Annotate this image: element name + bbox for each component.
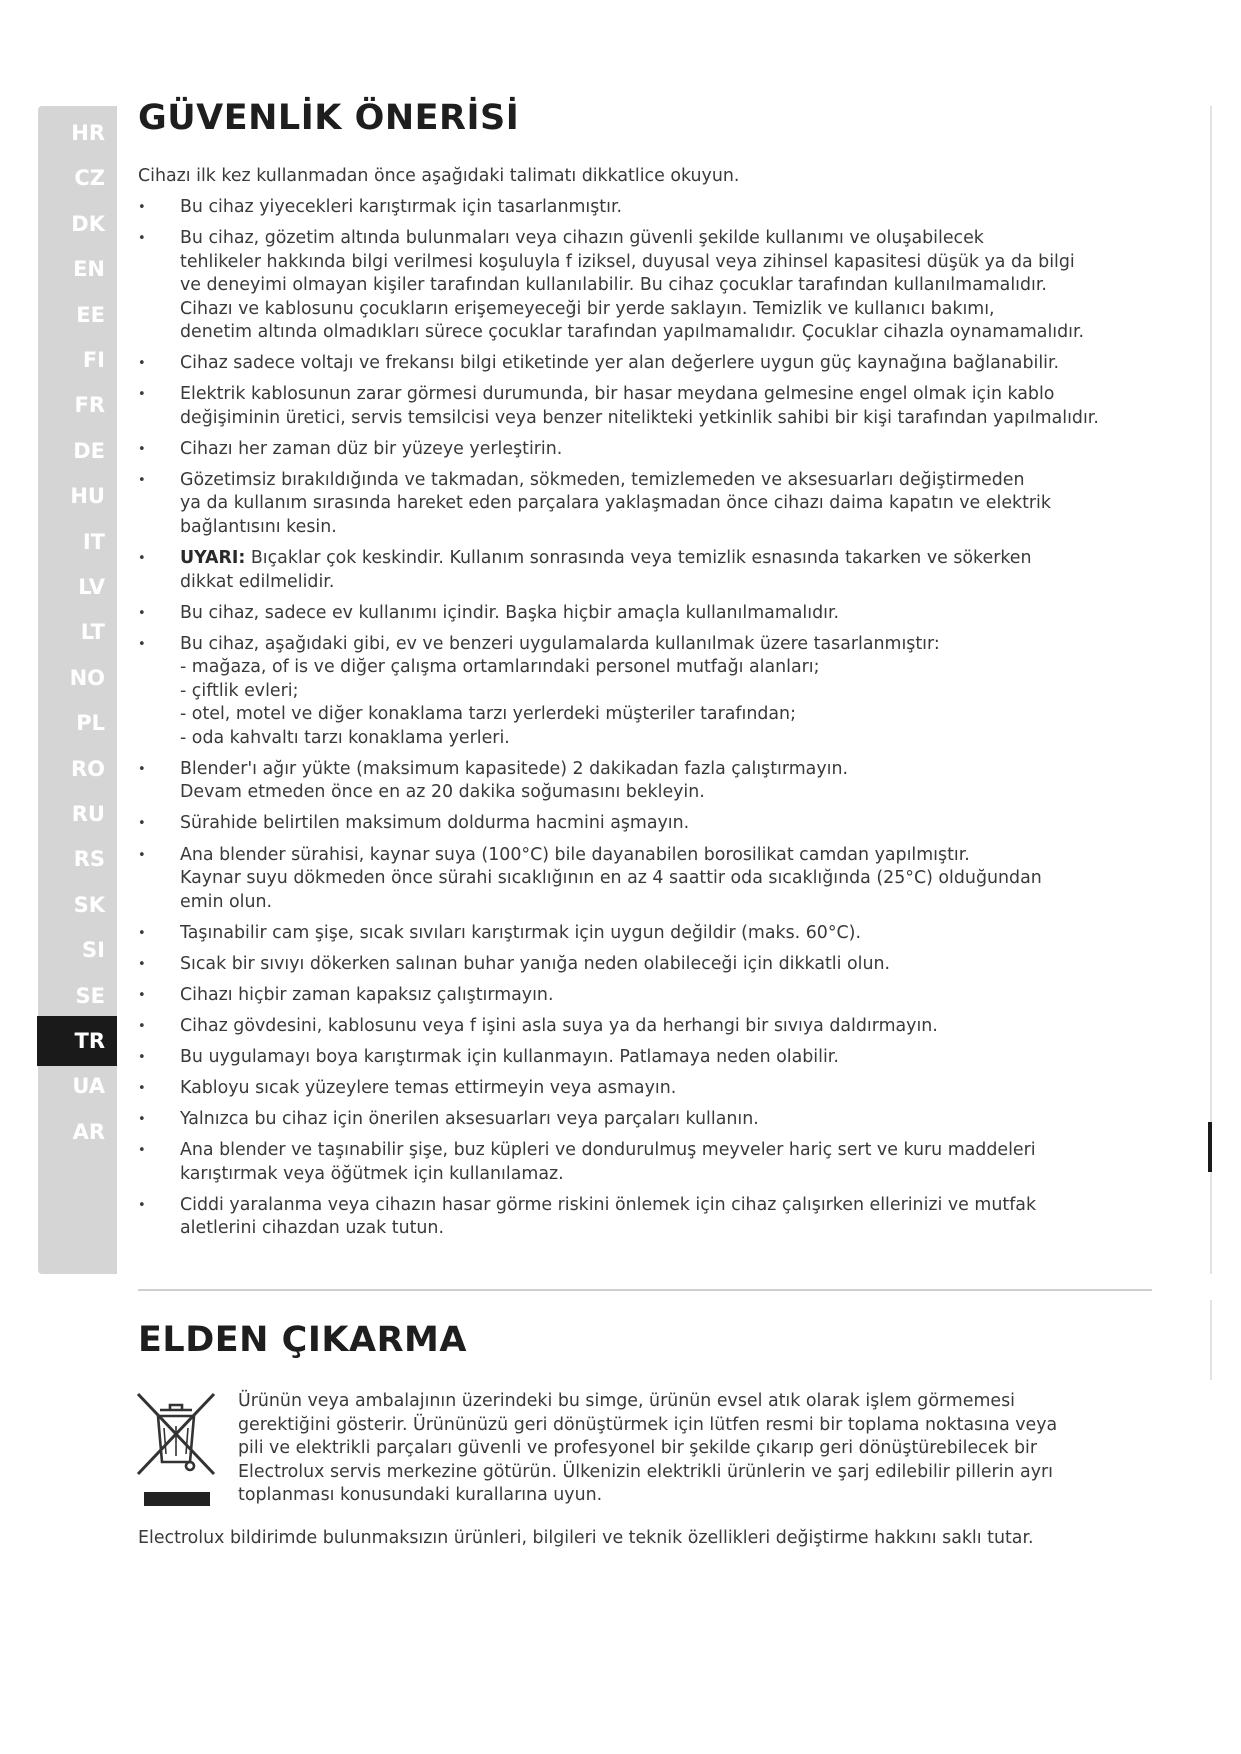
safety-item-line: • Sürahide belirtilen maksimum doldurma hacmini aşmayın. xyxy=(180,813,690,834)
language-tab-en[interactable]: EN xyxy=(73,257,105,282)
safety-item-line: - mağaza, of is ve diğer çalışma ortamlarındaki personel mutfağı alanları; xyxy=(180,657,820,678)
safety-item-line: - çiftlik evleri; xyxy=(180,680,299,701)
safety-list-item xyxy=(138,383,1148,430)
safety-list-item xyxy=(138,984,1148,1008)
language-tab-se[interactable]: SE xyxy=(75,983,105,1008)
safety-intro: Cihazı ilk kez kullanmadan önce aşağıdaki talimatı dikkatlice okuyun. xyxy=(138,166,740,186)
language-tab-hr[interactable]: HR xyxy=(71,121,105,145)
safety-item-line: tehlikeler hakkında bilgi verilmesi koşuluyla f iziksel, duyusal veya zihinsel kapasitesi düşük ya da bilgi xyxy=(180,251,1075,272)
safety-item-line: ve deneyimi olmayan kişiler tarafından kullanılabilir. Bu cihaz çocuklar tarafından kullanılmamalıdır. xyxy=(180,275,1047,296)
safety-list-item xyxy=(138,1139,1148,1186)
footer-note: Electrolux bildirimde bulunmaksızın ürünleri, bilgileri ve teknik özellikleri değiştirme hakkını saklı tutar. xyxy=(138,1528,1034,1548)
disposal-line: gerektiğini gösterir. Ürününüzü geri dönüştürmek için lütfen resmi bir toplama noktasına veya xyxy=(238,1414,1058,1435)
safety-item-line: • Yalnızca bu cihaz için önerilen aksesuarları veya parçaları kullanın. xyxy=(180,1109,759,1130)
safety-item-line: - oda kahvaltı tarzı konaklama yerleri. xyxy=(180,727,510,748)
safety-list-item xyxy=(138,812,1148,836)
safety-list-item xyxy=(138,633,1148,751)
safety-list-item xyxy=(138,469,1148,540)
safety-list-item xyxy=(138,1108,1148,1132)
safety-item-line: Kaynar suyu dökmeden önce sürahi sıcaklığının en az 4 saattir oda sıcaklığında (25°C) olduğundan xyxy=(180,868,1042,889)
language-tab-pl[interactable]: PL xyxy=(76,711,105,736)
safety-item-line: • Ciddi yaralanma veya cihazın hasar görme riskini önlemek için cihaz çalışırken ellerinizi ve mutfak xyxy=(180,1194,1037,1215)
language-tab-ro[interactable]: RO xyxy=(70,756,105,781)
weee-crossed-bin-icon xyxy=(134,1388,218,1510)
disposal-line: Electrolux servis merkezine götürün. Ülkenizin elektrikli ürünlerin ve şarj edilebilir pillerin ayrı xyxy=(238,1461,1053,1482)
safety-item-line: emin olun. xyxy=(180,891,273,912)
language-tab-fi[interactable]: FI xyxy=(82,348,105,372)
safety-list-item xyxy=(138,438,1148,462)
language-tab-de[interactable]: DE xyxy=(73,438,105,463)
safety-list-item xyxy=(138,1015,1148,1039)
disposal-title: ELDEN ÇIKARMA xyxy=(138,1320,467,1360)
section-divider xyxy=(138,1289,1152,1291)
language-tab-no[interactable]: NO xyxy=(69,665,105,690)
language-tab-lt[interactable]: LT xyxy=(80,620,105,645)
safety-item-line: • Blender'ı ağır yükte (maksimum kapasitede) 2 dakikadan fazla çalıştırmayın. xyxy=(180,758,848,779)
language-tab-ua[interactable]: UA xyxy=(72,1074,105,1099)
safety-item-line: bağlantısını kesin. xyxy=(180,516,337,537)
language-tab-hu[interactable]: HU xyxy=(70,484,105,509)
safety-list-item xyxy=(138,953,1148,977)
right-edge-line xyxy=(1210,106,1212,1274)
language-tab-ee[interactable]: EE xyxy=(76,302,105,327)
disposal-paragraph xyxy=(238,1390,1148,1508)
safety-item-line: dikkat edilmelidir. xyxy=(180,571,335,592)
language-tab-ru[interactable]: RU xyxy=(71,802,105,826)
language-tab-ar[interactable]: AR xyxy=(72,1119,105,1144)
safety-title: GÜVENLİK ÖNERİSİ xyxy=(138,98,520,138)
safety-list-item xyxy=(138,227,1148,345)
safety-item-line: • Bu cihaz, sadece ev kullanımı içindir. Başka hiçbir amaçla kullanılmamalıdır. xyxy=(180,602,840,623)
language-tab-lv[interactable]: LV xyxy=(78,575,105,599)
safety-item-text: Bıçaklar çok keskindir. Kullanım sonrasında veya temizlik esnasında takarken ve sökerken xyxy=(245,548,1032,569)
safety-item-line: • Bu uygulamayı boya karıştırmak için kullanmayın. Patlamaya neden olabilir. xyxy=(180,1047,839,1067)
safety-item-line: • Ana blender ve taşınabilir şişe, buz küpleri ve dondurulmuş meyveler hariç sert ve kuru maddeleri xyxy=(180,1140,1036,1161)
active-page-marker xyxy=(1208,1122,1212,1172)
safety-item-line: • Bu cihaz, gözetim altında bulunmaları veya cihazın güvenli şekilde kullanımı ve oluşabilecek xyxy=(180,228,984,249)
safety-item-line: • Elektrik kablosunun zarar görmesi durumunda, bir hasar meydana gelmesine engel olmak için kablo xyxy=(180,384,1055,405)
language-tab-cz[interactable]: CZ xyxy=(74,166,105,191)
safety-list-item xyxy=(138,1077,1148,1101)
safety-item-line: değişiminin üretici, servis temsilcisi veya benzer nitelikteki yetkinlik sahibi bir kişi tarafından yapılmalıdır. xyxy=(180,407,1099,428)
safety-list-item xyxy=(138,352,1148,376)
safety-item-line: Cihazı ve kablosunu çocukların erişemeyeceği bir yerde saklayın. Temizlik ve kullanıcı bakımı, xyxy=(180,298,995,319)
safety-item-line: • Cihaz sadece voltajı ve frekansı bilgi etiketinde yer alan değerlere uygun güç kaynağına bağlanabilir. xyxy=(180,353,1060,374)
language-tab-dk[interactable]: DK xyxy=(71,211,105,236)
safety-item-line: • Cihazı her zaman düz bir yüzeye yerleştirin. xyxy=(180,438,563,459)
safety-list-item xyxy=(138,844,1148,915)
language-tab-fr[interactable]: FR xyxy=(74,393,105,418)
safety-list-item xyxy=(138,758,1148,805)
safety-list-item xyxy=(138,196,1148,220)
safety-item-line: • Taşınabilir cam şişe, sıcak sıvıları karıştırmak için uygun değildir (maks. 60°C). xyxy=(180,922,861,943)
language-tab-rs[interactable]: RS xyxy=(73,847,105,872)
safety-item-line: - otel, motel ve diğer konaklama tarzı yerlerdeki müşteriler tarafından; xyxy=(180,704,796,725)
safety-item-line: denetim altında olmadıkları sürece çocuklar tarafından yapılmamalıdır. Çocuklar cihazla oynamamalıdır. xyxy=(180,322,1085,343)
safety-item-line: ya da kullanım sırasında hareket eden parçalara yaklaşmadan önce cihazı daima kapatın ve elektrik xyxy=(180,493,1051,514)
safety-list-item xyxy=(138,1046,1148,1070)
right-edge-line-lower xyxy=(1210,1300,1212,1380)
language-tab-si[interactable]: SI xyxy=(82,938,105,963)
disposal-line: pili ve elektrikli parçaları güvenli ve profesyonel bir şekilde çıkarıp geri dönüştürebilecek bir xyxy=(238,1438,1038,1458)
disposal-line: toplanması konusundaki kurallarına uyun. xyxy=(238,1485,603,1505)
safety-list xyxy=(138,196,1148,1248)
safety-list-item xyxy=(138,1194,1148,1241)
safety-item-line: karıştırmak veya öğütmek için kullanılamaz. xyxy=(180,1163,564,1184)
language-tab-it[interactable]: IT xyxy=(82,529,105,554)
safety-list-item xyxy=(138,602,1148,626)
safety-item-line: • Bu cihaz, aşağıdaki gibi, ev ve benzeri uygulamalarda kullanılmak üzere tasarlanmıştır: xyxy=(180,633,940,654)
safety-list-item xyxy=(138,547,1148,594)
language-tab-sk[interactable]: SK xyxy=(73,892,105,917)
safety-item-line: • Ana blender sürahisi, kaynar suya (100°C) bile dayanabilen borosilikat camdan yapılmıştır. xyxy=(180,844,970,865)
safety-item-line: • Cihaz gövdesini, kablosunu veya f işini asla suya ya da herhangi bir sıvıya daldırmayın. xyxy=(180,1015,938,1036)
safety-item-line xyxy=(180,547,1148,571)
safety-item-line: • Kabloyu sıcak yüzeylere temas ettirmeyin veya asmayın. xyxy=(180,1078,677,1099)
safety-item-line: aletlerini cihazdan uzak tutun. xyxy=(180,1218,444,1239)
warning-label: UYARI: xyxy=(180,548,246,569)
disposal-line: Ürünün veya ambalajının üzerindeki bu simge, ürünün evsel atık olarak işlem görmemesi xyxy=(238,1391,1015,1411)
safety-item-line: • Cihazı hiçbir zaman kapaksız çalıştırmayın. xyxy=(180,984,554,1005)
safety-item-line: Devam etmeden önce en az 20 dakika soğumasını bekleyin. xyxy=(180,782,705,803)
safety-item-line: • Sıcak bir sıvıyı dökerken salınan buhar yanığa neden olabileceği için dikkatli olun. xyxy=(180,953,891,974)
safety-list-item xyxy=(138,922,1148,946)
safety-item-line: • Gözetimsiz bırakıldığında ve takmadan, sökmeden, temizlemeden ve aksesuarları değiştirmeden xyxy=(180,469,1025,490)
language-tab-tr[interactable]: TR xyxy=(37,1016,117,1066)
language-sidebar xyxy=(38,106,117,1274)
safety-item-line: • Bu cihaz yiyecekleri karıştırmak için tasarlanmıştır. xyxy=(180,197,623,217)
